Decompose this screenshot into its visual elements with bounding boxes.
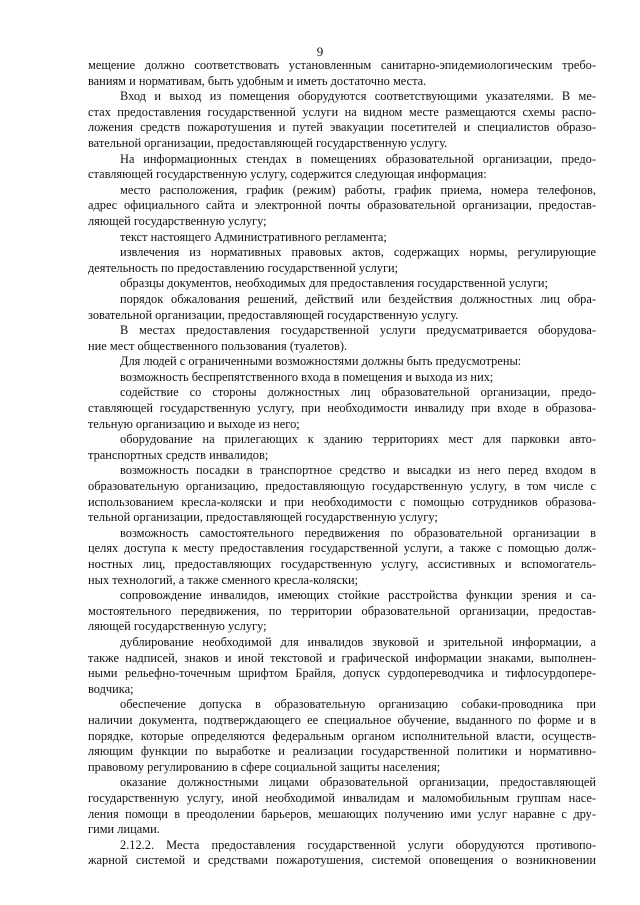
text-line: ложения средств пожаротушения и путей эвакуации посетителей и специалистов образо- [88,120,596,135]
text-line: возможность посадки в транспортное средство и высадки из него перед входом в [120,463,596,478]
paragraph [88,838,596,869]
document-body [88,58,596,869]
paragraph [88,276,596,292]
text-line: ставляющей государственную услугу, содержится следующая информация: [88,167,487,182]
text-line: место расположения, график (режим) работы, график приема, номера телефонов, [120,182,596,197]
text-line: мостоятельного передвижения, по территории образовательной организации, предостав- [88,603,596,618]
text-line: порядок обжалования решений, действий или бездействия должностных лиц обра- [120,291,596,306]
paragraph [88,152,596,183]
text-line: тельную организацию и выходе из него; [88,416,300,431]
text-line: гими лицами. [88,822,160,837]
text-line: мещение должно соответствовать установленным санитарно-эпидемиологическим требо- [88,58,596,72]
text-line: жарной системой и средствами пожаротушения, системой оповещения о возникновении [88,853,596,868]
text-line: тельной организации, предоставляющей государственную услугу; [88,510,438,525]
paragraph [88,635,596,697]
paragraph [88,183,596,230]
paragraph [88,230,596,246]
text-line: зовательной организации, предоставляющей государственную услугу. [88,307,459,322]
text-line: оказание должностными лицами образовательной организации, предоставляющей [120,775,596,790]
text-line: транспортных средств инвалидов; [88,447,269,462]
paragraph [88,58,596,89]
text-line: вательной организации, предоставляющей государственную услугу. [88,135,448,150]
text-line: возможность беспрепятственного входа в помещения и выхода из них; [120,369,494,384]
text-line: правовому регулированию в сфере социальной защиты населения; [88,759,441,774]
text-line: образцы документов, необходимых для предоставления государственной услуги; [120,276,548,291]
text-line: порядке, которые определяются федеральным органом исполнительной власти, осуществ- [88,728,596,743]
text-line: ляющей государственную услугу; [88,619,267,634]
paragraph [88,463,596,525]
page-number: 9 [316,44,324,59]
text-line: ных технологий, а также сменного кресла-коляски; [88,572,359,587]
text-line: обеспечение допуска в образовательную организацию собаки-проводника при [120,697,596,712]
text-line: образовательную организацию, предоставляющую государственную услугу, в том числе с [88,479,596,494]
paragraph [88,292,596,323]
paragraph [88,432,596,463]
text-line: оборудование на прилегающих к зданию территориях мест для парковки авто- [120,432,596,447]
text-line: ления помощи в преодолении барьеров, мешающих получению ими услуг наравне с дру- [88,806,596,821]
text-line: деятельность по предоставлению государственной услуги; [88,260,399,275]
text-line: адрес официального сайта и электронной почты образовательной организации, предостав- [88,198,596,213]
paragraph [88,697,596,775]
text-line: В местах предоставления государственной услуги предусматривается оборудова- [120,323,596,338]
text-line: сопровождение инвалидов, имеющих стойкие расстройства функции зрения и са- [120,588,596,603]
text-line: извлечения из нормативных правовых актов, содержащих нормы, регулирующие [120,245,596,260]
text-line: 2.12.2. Места предоставления государственной услуги оборудуются противопо- [120,837,596,852]
text-line: государственную услугу, иной необходимой инвалидам и маломобильным группам насе- [88,790,596,805]
text-line: водчика; [88,681,134,696]
text-line: ляющим функции по выработке и реализации государственной политики и нормативно- [88,744,596,759]
paragraph [88,89,596,151]
text-line: ляющей государственную услугу; [88,213,267,228]
text-line: дублирование необходимой для инвалидов звуковой и зрительной информации, а [120,634,596,649]
text-line: Вход и выход из помещения оборудуются соответствующими указателями. В ме- [120,89,596,104]
paragraph [88,370,596,386]
paragraph [88,323,596,354]
text-line: использованием кресла-коляски и при необходимости с помощью сотрудников образова- [88,494,596,509]
text-line: ваниям и нормативам, быть удобным и иметь достаточно места. [88,73,427,88]
text-line: возможность самостоятельного передвижения по образовательной организации в [120,525,596,540]
text-line: На информационных стендах в помещениях образовательной организации, предо- [120,151,596,166]
text-line: текст настоящего Административного регламента; [120,229,387,244]
paragraph [88,245,596,276]
text-line: ными рельефно-точечным шрифтом Брайля, допуск сурдопереводчика и тифлосурдопере- [88,666,596,681]
paragraph [88,526,596,588]
paragraph [88,588,596,635]
paragraph [88,354,596,370]
text-line: стах предоставления государственной услуги на видном месте размещаются схемы распо- [88,104,596,119]
text-line: также надписей, знаков и иной текстовой и графической информации знаками, выполнен- [88,650,596,665]
text-line: ние мест общественного пользования (туалетов). [88,338,348,353]
text-line: целях доступа к месту предоставления государственной услуги, а также с помощью долж- [88,541,596,556]
text-line: Для людей с ограниченными возможностями должны быть предусмотрены: [120,354,522,369]
text-line: наличии документа, подтверждающего ее специальное обучение, выданного по форме и в [88,712,596,727]
paragraph [88,385,596,432]
text-line: ставляющей государственную услугу, при необходимости инвалиду при входе в образова- [88,401,596,416]
text-line: ностных лиц, предоставляющих государственную услугу, ассистивных и вспомогатель- [88,557,596,571]
paragraph [88,775,596,837]
text-line: содействие со стороны должностных лиц образовательной организации, предо- [120,385,596,400]
